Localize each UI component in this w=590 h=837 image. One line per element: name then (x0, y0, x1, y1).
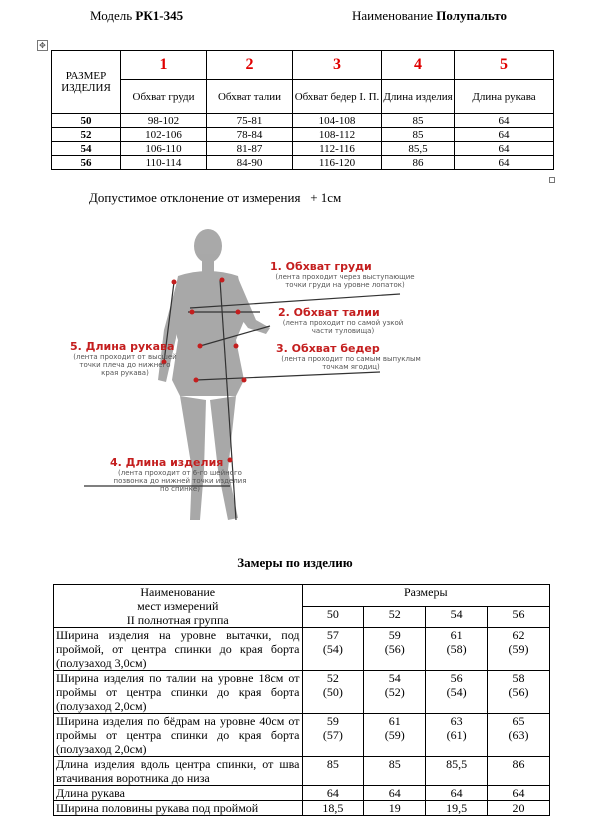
label-chest (270, 260, 420, 289)
name-value: Полупальто (436, 8, 507, 23)
table-cell: 20 (488, 801, 550, 816)
table-cell: 85 (302, 757, 364, 786)
size-col: 56 (488, 606, 550, 628)
label-length-note: (лента проходит от 6-го шейного позвонка до нижней точки изделия по спинке) (113, 469, 247, 493)
table-cell: 61 (58) (426, 628, 488, 671)
table-cell: 102-106 (121, 128, 207, 142)
table-cell: 64 (426, 786, 488, 801)
label-length (110, 456, 250, 493)
col-header: Длина изделия (382, 80, 455, 114)
tolerance-text: Допустимое отклонение от измерения (89, 190, 301, 205)
col-number: 2 (207, 51, 293, 80)
table-cell: 64 (455, 114, 554, 128)
table-cell: 54 (52) (364, 671, 426, 714)
table-cell: 64 (302, 786, 364, 801)
col-number: 5 (455, 51, 554, 80)
table-cell: 65 (63) (488, 714, 550, 757)
label-chest-title: 1. Обхват груди (270, 260, 372, 273)
table-resize-handle[interactable] (549, 177, 555, 183)
col-header: Обхват бедер I. П. (293, 80, 382, 114)
size-header: РАЗМЕР ИЗДЕЛИЯ (52, 51, 121, 114)
model-label: Модель (90, 8, 133, 23)
name-header: Наименование мест измерений II полнотная группа (54, 585, 303, 628)
table-cell: 59 (56) (364, 628, 426, 671)
table-cell: 104-108 (293, 114, 382, 128)
table-move-handle-icon[interactable]: ✥ (37, 40, 48, 51)
col-header: Обхват талии (207, 80, 293, 114)
label-waist-note: (лента проходит по самой узкой части туловища) (282, 319, 404, 335)
label-waist (278, 306, 408, 335)
table-cell: 18,5 (302, 801, 364, 816)
table-cell: 116-120 (293, 156, 382, 170)
table-cell: 52 (50) (302, 671, 364, 714)
table-cell: 110-114 (121, 156, 207, 170)
table-cell: 59 (57) (302, 714, 364, 757)
row-name: Ширина изделия по талии на уровне 18см от проймы от центра спинки до края борта (полузаход 2,0см) (54, 671, 303, 714)
table-cell: 86 (488, 757, 550, 786)
table-cell: 64 (455, 142, 554, 156)
table-cell: 81-87 (207, 142, 293, 156)
table-cell: 56 (54) (426, 671, 488, 714)
table-cell: 63 (61) (426, 714, 488, 757)
table-cell: 19 (364, 801, 426, 816)
row-name: Длина рукава (54, 786, 303, 801)
table-cell: 78-84 (207, 128, 293, 142)
table-cell: 108-112 (293, 128, 382, 142)
table-cell: 62 (59) (488, 628, 550, 671)
col-number: 1 (121, 51, 207, 80)
size-cell: 54 (52, 142, 121, 156)
table-cell: 64 (455, 156, 554, 170)
measurement-figure (60, 220, 540, 550)
table-cell: 61 (59) (364, 714, 426, 757)
label-sleeve-note: (лента проходит от высшей точки плеча до нижнего края рукава) (73, 353, 177, 377)
row-name: Ширина половины рукава под проймой (54, 801, 303, 816)
tolerance-line (89, 190, 341, 206)
table-cell: 106-110 (121, 142, 207, 156)
label-hips (276, 342, 426, 371)
model-value: РК1-345 (135, 8, 184, 23)
size-col: 52 (364, 606, 426, 628)
table-cell: 19,5 (426, 801, 488, 816)
measure-table (53, 584, 550, 816)
col-header: Обхват груди (121, 80, 207, 114)
measure-title: Замеры по изделию (237, 555, 353, 570)
size-cell: 56 (52, 156, 121, 170)
size-table (51, 50, 554, 170)
tolerance-value: + 1см (310, 190, 342, 205)
table-cell: 85 (382, 114, 455, 128)
size-cell: 52 (52, 128, 121, 142)
table-cell: 64 (488, 786, 550, 801)
size-col: 54 (426, 606, 488, 628)
table-cell: 85,5 (426, 757, 488, 786)
table-cell: 57 (54) (302, 628, 364, 671)
name-label: Наименование (352, 8, 433, 23)
label-length-title: 4. Длина изделия (110, 456, 224, 469)
row-name: Ширина изделия по бёдрам на уровне 40см от проймы от центра спинки до края борта (полузаход 2,0см) (54, 714, 303, 757)
col-number: 4 (382, 51, 455, 80)
row-name: Длина изделия вдоль центра спинки, от шва втачивания воротника до низа (54, 757, 303, 786)
label-hips-title: 3. Обхват бедер (276, 342, 380, 355)
row-name: Ширина изделия на уровне вытачки, под проймой, от центра спинки до края борта (полузаход 3,0см) (54, 628, 303, 671)
sizes-header: Размеры (302, 585, 550, 607)
table-cell: 98-102 (121, 114, 207, 128)
col-header: Длина рукава (455, 80, 554, 114)
table-cell: 64 (364, 786, 426, 801)
label-waist-title: 2. Обхват талии (278, 306, 380, 319)
col-number: 3 (293, 51, 382, 80)
table-cell: 85,5 (382, 142, 455, 156)
label-sleeve (70, 340, 180, 377)
model-line (90, 8, 183, 24)
size-cell: 50 (52, 114, 121, 128)
name-line (352, 8, 507, 24)
table-cell: 85 (364, 757, 426, 786)
label-sleeve-title: 5. Длина рукава (70, 340, 175, 353)
label-chest-note: (лента проходит через выступающие точки груди на уровне лопаток) (275, 273, 415, 289)
table-cell: 112-116 (293, 142, 382, 156)
table-cell: 85 (382, 128, 455, 142)
label-hips-note: (лента проходит по самым выпуклым точкам ягодиц) (281, 355, 421, 371)
table-cell: 64 (455, 128, 554, 142)
table-cell: 84-90 (207, 156, 293, 170)
table-cell: 58 (56) (488, 671, 550, 714)
table-cell: 75-81 (207, 114, 293, 128)
table-cell: 86 (382, 156, 455, 170)
size-col: 50 (302, 606, 364, 628)
